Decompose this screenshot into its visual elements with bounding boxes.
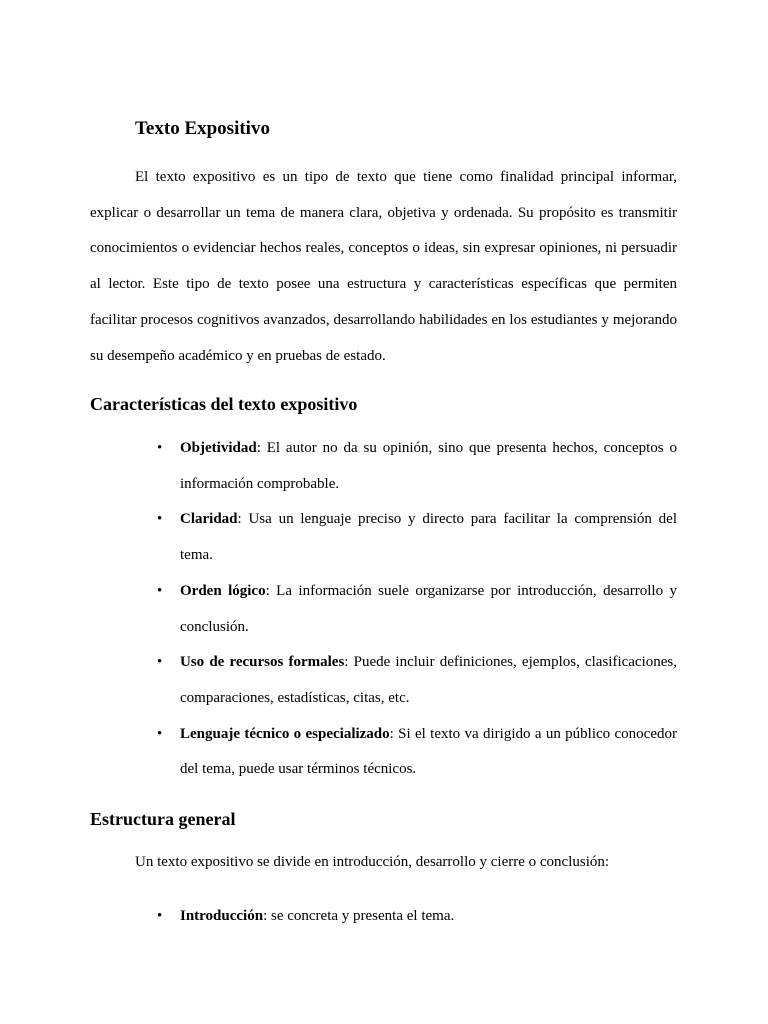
list-item [157, 717, 677, 788]
bullet-icon: • [157, 654, 163, 671]
characteristics-heading: Características del texto expositivo [90, 394, 358, 414]
list-item-text: : El autor no da su opinión, sino que presenta hechos, conceptos o información comprobable. [180, 440, 677, 492]
list-item-term: Orden lógico [180, 582, 266, 599]
list-item-term: Uso de recursos formales [180, 654, 345, 671]
list-item [157, 574, 677, 645]
bullet-icon: • [157, 725, 163, 742]
intro-paragraph: El texto expositivo es un tipo de texto que tiene como finalidad principal informar, explicar o desarrollar un tema de manera clara, objetiva y ordenada. Su propósito es transmitir conocimientos o evidenciar hechos reales, conceptos o ideas, sin expresar opiniones, ni persuadir al lector. Este tipo de texto posee una estructura y características específicas que permiten facilitar procesos cognitivos avanzados, desarrollando habilidades en los estudiantes y mejorando su desempeño académico y en pruebas de estado. [90, 169, 677, 364]
list-item [157, 431, 677, 502]
list-item-text: : La información suele organizarse por introducción, desarrollo y conclusión. [180, 582, 677, 635]
list-item-text: : Puede incluir definiciones, ejemplos, clasificaciones, comparaciones, estadísticas, citas, etc. [180, 654, 677, 706]
list-item-term: Introducción [180, 908, 264, 924]
list-item [157, 502, 677, 573]
list-item-term: Lenguaje técnico o especializado [180, 725, 390, 742]
bullet-icon: • [157, 511, 163, 528]
list-item-term: Objetividad [180, 440, 257, 456]
list-item-text: : Si el texto va dirigido a un público conocedor del tema, puede usar términos técnicos. [180, 725, 677, 778]
structure-heading: Estructura general [90, 809, 236, 829]
list-item [157, 899, 677, 935]
bullet-icon: • [157, 908, 163, 924]
list-item-text: : se concreta y presenta el tema. [263, 908, 455, 924]
list-item-term: Claridad [180, 511, 238, 528]
list-item [157, 645, 677, 716]
structure-intro: Un texto expositivo se divide en introducción, desarrollo y cierre o conclusión: [135, 854, 610, 870]
list-item-text: : Usa un lenguaje preciso y directo para facilitar la comprensión del tema. [180, 511, 677, 564]
bullet-icon: • [157, 440, 163, 456]
bullet-icon: • [157, 582, 163, 599]
page-title: Texto Expositivo [135, 118, 270, 139]
structure-list [157, 899, 677, 935]
characteristics-list [157, 431, 677, 788]
